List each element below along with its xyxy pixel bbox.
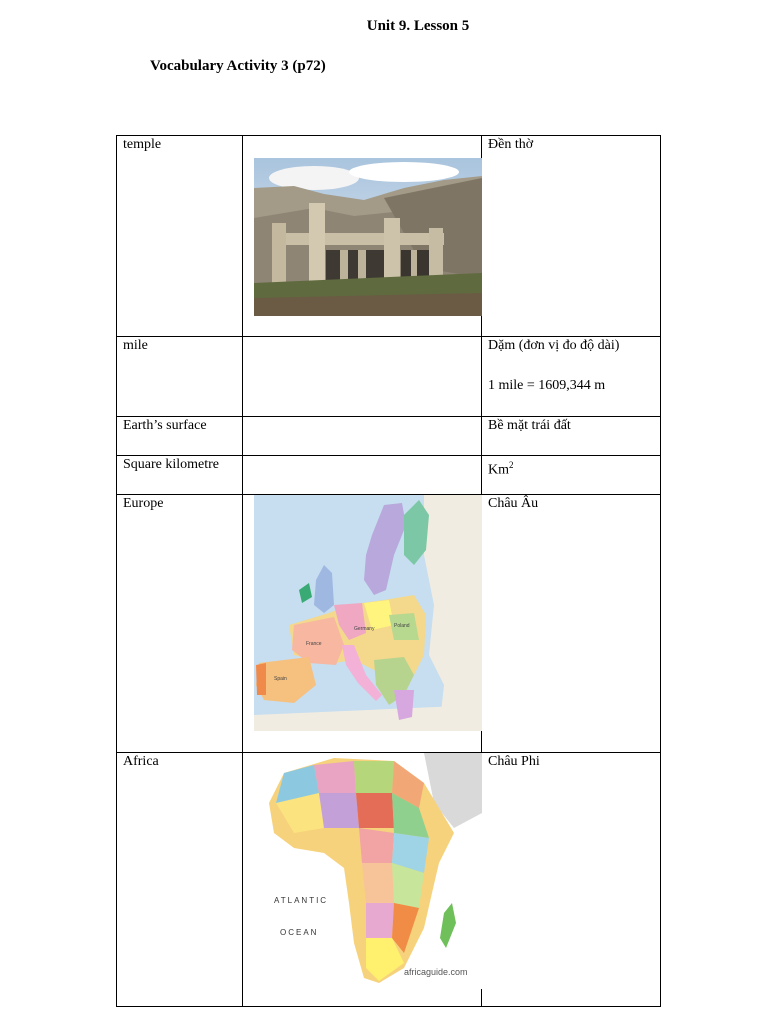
- table-row: [117, 136, 661, 337]
- term-cell: Earth’s surface: [117, 417, 243, 456]
- activity-subtitle: Vocabulary Activity 3 (p72): [150, 58, 326, 74]
- term-cell: mile: [117, 337, 243, 417]
- image-cell: [243, 753, 482, 1007]
- ocean-label-ocean: OCEAN: [280, 928, 319, 937]
- term-cell: Square kilometre: [117, 456, 243, 495]
- term-cell: temple: [117, 136, 243, 337]
- africa-map: [254, 753, 482, 989]
- conversion-text: 1 mile = 1609,344 m: [488, 378, 606, 393]
- image-cell: [243, 495, 482, 753]
- meaning-text: Dặm (đơn vị đo độ dài): [488, 338, 620, 353]
- image-cell: [243, 456, 482, 495]
- superscript: 2: [509, 460, 514, 470]
- image-cell: [243, 337, 482, 417]
- meaning-text: Châu Phi: [488, 754, 540, 769]
- ocean-label-atlantic: ATLANTIC: [274, 896, 329, 905]
- meaning-text: Bề mặt trái đất: [488, 418, 571, 433]
- term-cell: Europe: [117, 495, 243, 753]
- svg-text:Spain: Spain: [274, 676, 287, 682]
- vocabulary-table: [116, 135, 661, 1007]
- term-cell: Africa: [117, 753, 243, 1007]
- europe-map: [254, 495, 482, 731]
- meaning-cell: [482, 417, 661, 456]
- meaning-cell: [482, 495, 661, 753]
- meaning-text: Châu Âu: [488, 496, 539, 511]
- table-row: [117, 456, 661, 495]
- meaning-cell: [482, 337, 661, 417]
- svg-text:France: France: [306, 641, 322, 647]
- page-title: Unit 9. Lesson 5: [366, 18, 470, 34]
- table-row: [117, 337, 661, 417]
- temple-photo: [254, 158, 482, 316]
- meaning-cell: [482, 136, 661, 337]
- svg-text:Germany: Germany: [354, 626, 375, 632]
- meaning-cell: [482, 456, 661, 495]
- table-row: [117, 495, 661, 753]
- image-cell: [243, 136, 482, 337]
- table-row: [117, 417, 661, 456]
- table-row: [117, 753, 661, 1007]
- meaning-text: Km: [488, 462, 509, 478]
- image-cell: [243, 417, 482, 456]
- meaning-text: Đền thờ: [488, 137, 534, 152]
- meaning-cell: [482, 753, 661, 1007]
- svg-text:Poland: Poland: [394, 623, 410, 629]
- map-credit: africaguide.com: [404, 967, 468, 977]
